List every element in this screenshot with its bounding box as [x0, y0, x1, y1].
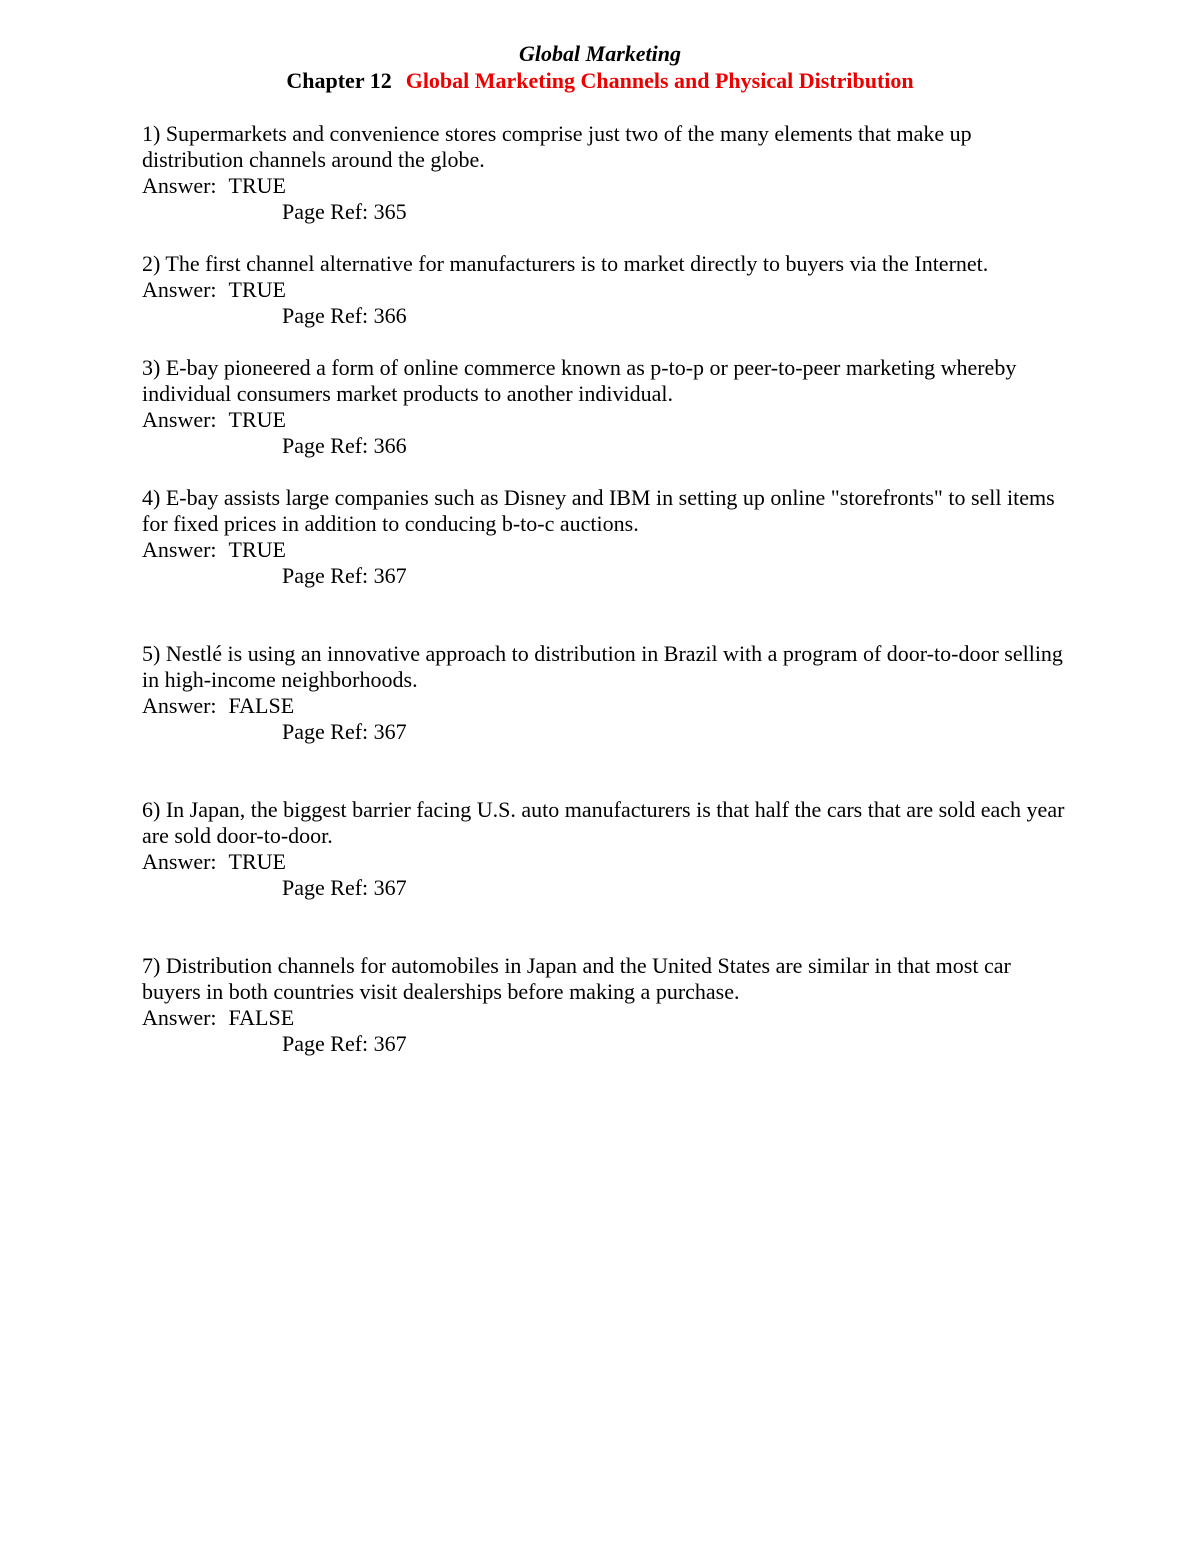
question-list: [142, 121, 1072, 1057]
question-item: [142, 797, 1072, 901]
question-text: 1) Supermarkets and convenience stores comprise just two of the many elements that make up distribution channels around the globe.: [142, 121, 972, 172]
answer-line: [142, 407, 1072, 433]
page-ref-label: Page Ref:: [282, 875, 369, 900]
answer-line: [142, 277, 1072, 303]
question-text: 7) Distribution channels for automobiles in Japan and the United States are similar in that most car buyers in both countries visit dealerships before making a purchase.: [142, 953, 1011, 1004]
answer-line: [142, 693, 1072, 719]
answer-label: Answer:: [142, 277, 217, 302]
question-text: 6) In Japan, the biggest barrier facing U.S. auto manufacturers is that half the cars that are sold each year are sold door-to-door.: [142, 797, 1065, 848]
answer-label: Answer:: [142, 1005, 217, 1030]
answer-value: TRUE: [228, 277, 286, 302]
page-ref-line: [142, 199, 1072, 225]
answer-value: FALSE: [228, 693, 295, 718]
page-ref-label: Page Ref:: [282, 563, 369, 588]
question-item: [142, 251, 1072, 329]
answer-label: Answer:: [142, 849, 217, 874]
page-ref-line: [142, 433, 1072, 459]
answer-value: TRUE: [228, 537, 286, 562]
question-item: [142, 641, 1072, 745]
page-ref-line: [142, 563, 1072, 589]
answer-line: [142, 537, 1072, 563]
answer-line: [142, 849, 1072, 875]
page-ref-value: 367: [373, 1031, 407, 1056]
page-ref-label: Page Ref:: [282, 199, 369, 224]
page-ref-value: 366: [373, 433, 407, 458]
page-ref-value: 365: [373, 199, 407, 224]
answer-label: Answer:: [142, 693, 217, 718]
chapter-heading: [0, 67, 1200, 95]
page-ref-value: 367: [373, 563, 407, 588]
page-ref-line: [142, 1031, 1072, 1057]
question-text: 5) Nestlé is using an innovative approach to distribution in Brazil with a program of door-to-door selling in high-income neighborhoods.: [142, 641, 1063, 692]
page-ref-label: Page Ref:: [282, 303, 369, 328]
page-ref-value: 367: [373, 719, 407, 744]
answer-value: TRUE: [228, 849, 286, 874]
answer-label: Answer:: [142, 173, 217, 198]
question-text: 2) The first channel alternative for manufacturers is to market directly to buyers via the Internet.: [142, 251, 989, 276]
page-ref-label: Page Ref:: [282, 1031, 369, 1056]
question-item: [142, 953, 1072, 1057]
question-item: [142, 121, 1072, 225]
document-title: Global Marketing: [519, 41, 681, 66]
page-ref-line: [142, 875, 1072, 901]
answer-line: [142, 1005, 1072, 1031]
answer-label: Answer:: [142, 407, 217, 432]
chapter-title: Global Marketing Channels and Physical Distribution: [405, 68, 914, 93]
question-text: 3) E-bay pioneered a form of online commerce known as p-to-p or peer-to-peer marketing whereby individual consumers market products to another individual.: [142, 355, 1017, 406]
question-item: [142, 485, 1072, 589]
answer-value: TRUE: [228, 407, 286, 432]
chapter-label: Chapter 12: [286, 68, 392, 93]
answer-value: TRUE: [228, 173, 286, 198]
page-ref-line: [142, 719, 1072, 745]
answer-label: Answer:: [142, 537, 217, 562]
question-item: [142, 355, 1072, 459]
answer-value: FALSE: [228, 1005, 295, 1030]
question-text: 4) E-bay assists large companies such as Disney and IBM in setting up online "storefronts" to sell items for fixed prices in addition to conducing b-to-c auctions.: [142, 485, 1055, 536]
page-ref-label: Page Ref:: [282, 719, 369, 744]
answer-line: [142, 173, 1072, 199]
page-ref-line: [142, 303, 1072, 329]
page-ref-label: Page Ref:: [282, 433, 369, 458]
page-ref-value: 366: [373, 303, 407, 328]
page-ref-value: 367: [373, 875, 407, 900]
